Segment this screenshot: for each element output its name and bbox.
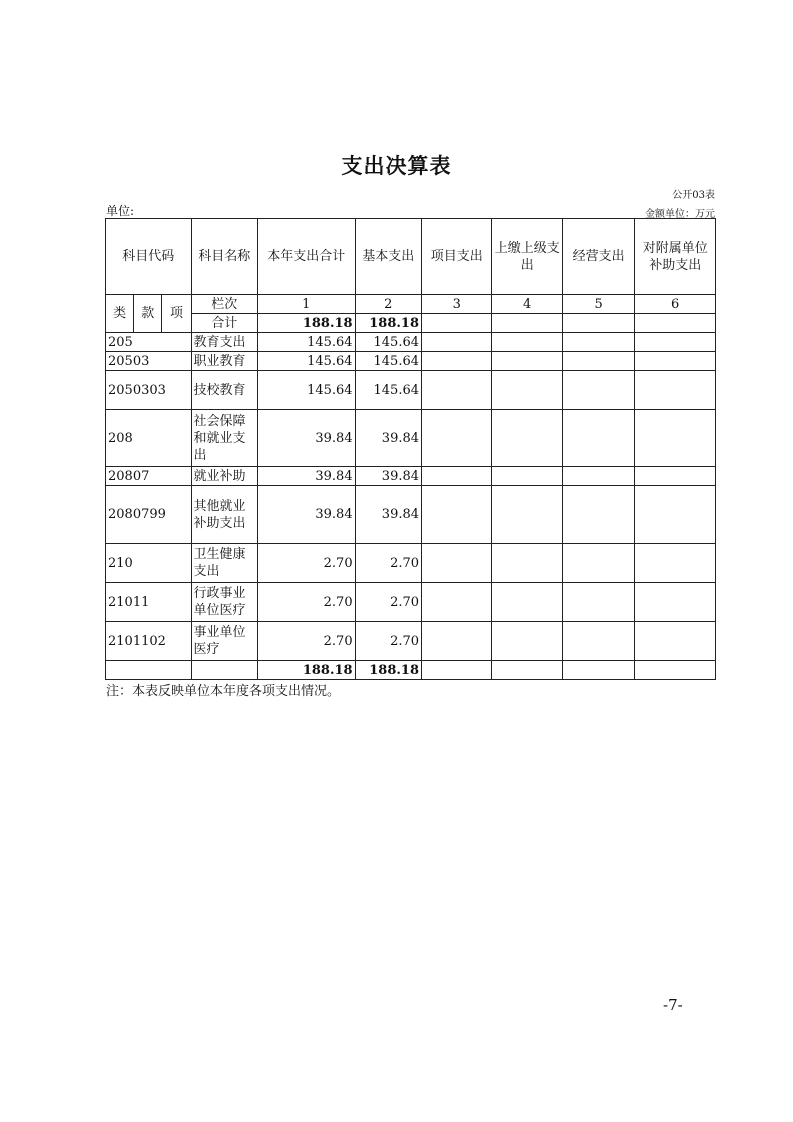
row-name: 卫生健康支出 xyxy=(191,544,257,583)
row-code: 21011 xyxy=(106,583,192,622)
row-name: 其他就业补助支出 xyxy=(191,486,257,544)
header-name: 科目名称 xyxy=(191,219,257,295)
header-xiang: 项 xyxy=(162,295,191,333)
header-upper: 上缴上级支出 xyxy=(492,219,562,295)
row-basic: 39.84 xyxy=(355,486,421,544)
row-basic: 145.64 xyxy=(355,333,421,352)
col-index-5: 5 xyxy=(562,295,634,314)
row-code: 20503 xyxy=(106,352,192,371)
col-index-6: 6 xyxy=(635,295,716,314)
row-basic: 39.84 xyxy=(355,467,421,486)
header-row xyxy=(106,219,716,295)
header-subsidiary: 对附属单位补助支出 xyxy=(635,219,716,295)
row-total: 145.64 xyxy=(257,333,355,352)
header-basic: 基本支出 xyxy=(355,219,421,295)
header-code: 科目代码 xyxy=(106,219,192,295)
summary-total: 188.18 xyxy=(257,314,355,333)
col-index-1: 1 xyxy=(257,295,355,314)
summary-row xyxy=(106,314,716,333)
page-title: 支出决算表 xyxy=(341,154,452,178)
row-basic: 2.70 xyxy=(355,583,421,622)
footer-basic: 188.18 xyxy=(355,661,421,680)
money-unit-label: 金额单位：万元 xyxy=(645,209,715,220)
table-row xyxy=(106,371,716,410)
row-name: 技校教育 xyxy=(191,371,257,410)
row-basic: 2.70 xyxy=(355,622,421,661)
footer-total-row xyxy=(106,661,716,680)
table-row xyxy=(106,544,716,583)
row-code: 2101102 xyxy=(106,622,192,661)
column-index-row xyxy=(106,295,716,314)
table-row xyxy=(106,622,716,661)
row-basic: 145.64 xyxy=(355,371,421,410)
row-code: 20807 xyxy=(106,467,192,486)
table-row xyxy=(106,410,716,467)
row-basic: 145.64 xyxy=(355,352,421,371)
row-basic: 39.84 xyxy=(355,410,421,467)
table-row xyxy=(106,486,716,544)
row-code: 2080799 xyxy=(106,486,192,544)
footer-total: 188.18 xyxy=(257,661,355,680)
row-code: 2050303 xyxy=(106,371,192,410)
header-project: 项目支出 xyxy=(422,219,492,295)
header-total: 本年支出合计 xyxy=(257,219,355,295)
page-number: -7- xyxy=(663,996,683,1014)
header-kuan: 款 xyxy=(134,295,162,333)
row-name: 教育支出 xyxy=(191,333,257,352)
table-row xyxy=(106,467,716,486)
expenditure-table xyxy=(105,218,716,680)
header-lei: 类 xyxy=(106,295,134,333)
row-total: 39.84 xyxy=(257,467,355,486)
table-row xyxy=(106,352,716,371)
table-note: 注：本表反映单位本年度各项支出情况。 xyxy=(106,684,341,699)
unit-label: 单位: xyxy=(106,204,135,218)
header-business: 经营支出 xyxy=(562,219,634,295)
row-name: 职业教育 xyxy=(191,352,257,371)
table-row xyxy=(106,333,716,352)
row-total: 2.70 xyxy=(257,583,355,622)
col-index-3: 3 xyxy=(422,295,492,314)
header-lanci: 栏次 xyxy=(191,295,257,314)
row-total: 2.70 xyxy=(257,544,355,583)
form-number: 公开03表 xyxy=(672,190,715,201)
row-name: 行政事业单位医疗 xyxy=(191,583,257,622)
row-name: 事业单位医疗 xyxy=(191,622,257,661)
table-row xyxy=(106,583,716,622)
row-total: 145.64 xyxy=(257,352,355,371)
row-total: 39.84 xyxy=(257,410,355,467)
row-code: 205 xyxy=(106,333,192,352)
row-basic: 2.70 xyxy=(355,544,421,583)
row-name: 就业补助 xyxy=(191,467,257,486)
col-index-2: 2 xyxy=(355,295,421,314)
summary-basic: 188.18 xyxy=(355,314,421,333)
row-code: 208 xyxy=(106,410,192,467)
row-code: 210 xyxy=(106,544,192,583)
col-index-4: 4 xyxy=(492,295,562,314)
row-total: 145.64 xyxy=(257,371,355,410)
summary-label: 合计 xyxy=(191,314,257,333)
row-total: 2.70 xyxy=(257,622,355,661)
row-total: 39.84 xyxy=(257,486,355,544)
row-name: 社会保障和就业支出 xyxy=(191,410,257,467)
